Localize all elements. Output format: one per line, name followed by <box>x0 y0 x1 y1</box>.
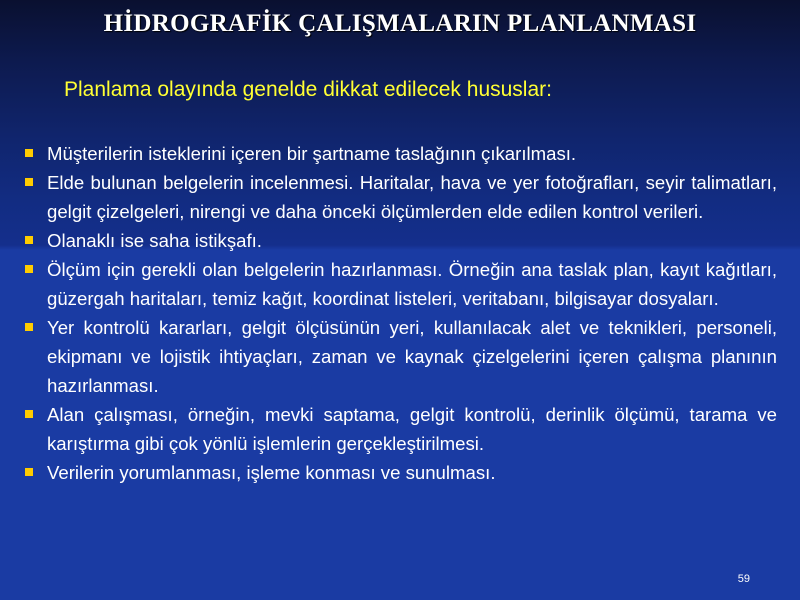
bullet-item <box>23 226 777 255</box>
bullet-item <box>23 255 777 313</box>
bullet-item <box>23 168 777 226</box>
square-bullet-icon <box>25 323 33 331</box>
square-bullet-icon <box>25 236 33 244</box>
bullet-item <box>23 458 777 487</box>
square-bullet-icon <box>25 468 33 476</box>
square-bullet-icon <box>25 265 33 273</box>
page-number: 59 <box>737 573 750 585</box>
square-bullet-icon <box>25 149 33 157</box>
slide-title: HİDROGRAFİK ÇALIŞMALARIN PLANLANMASI <box>103 10 697 37</box>
bullet-text: Elde bulunan belgelerin incelenmesi. Haritalar, hava ve yer fotoğrafları, seyir talimatları, gelgit çizelgeleri, nirengi ve daha önceki ölçümlerden elde edilen kontrol verileri. <box>47 172 777 222</box>
bullet-text: Alan çalışması, örneğin, mevki saptama, gelgit kontrolü, derinlik ölçümü, tarama ve karıştırma gibi çok yönlü işlemlerin gerçekleştirilmesi. <box>47 404 777 454</box>
bullet-text: Verilerin yorumlanması, işleme konması ve sunulması. <box>47 462 496 483</box>
slide-subtitle: Planlama olayında genelde dikkat edilecek hususlar: <box>64 78 552 101</box>
bullet-text: Ölçüm için gerekli olan belgelerin hazırlanması. Örneğin ana taslak plan, kayıt kağıtları, güzergah haritaları, temiz kağıt, koordinat listeleri, veritabanı, bilgisayar dosyaları. <box>47 259 777 309</box>
bullet-item <box>23 139 777 168</box>
bullet-text: Müşterilerin isteklerini içeren bir şartname taslağının çıkarılması. <box>47 143 577 164</box>
bullet-item <box>23 400 777 458</box>
bullet-text: Olanaklı ise saha istikşafı. <box>47 230 262 251</box>
bullet-list <box>23 139 777 487</box>
bullet-item <box>23 313 777 400</box>
square-bullet-icon <box>25 410 33 418</box>
bullet-text: Yer kontrolü kararları, gelgit ölçüsünün yeri, kullanılacak alet ve teknikleri, personeli, ekipmanı ve lojistik ihtiyaçları, zaman ve kaynak çizelgelerini içeren çalışma planının hazırlanması. <box>47 317 777 396</box>
square-bullet-icon <box>25 178 33 186</box>
